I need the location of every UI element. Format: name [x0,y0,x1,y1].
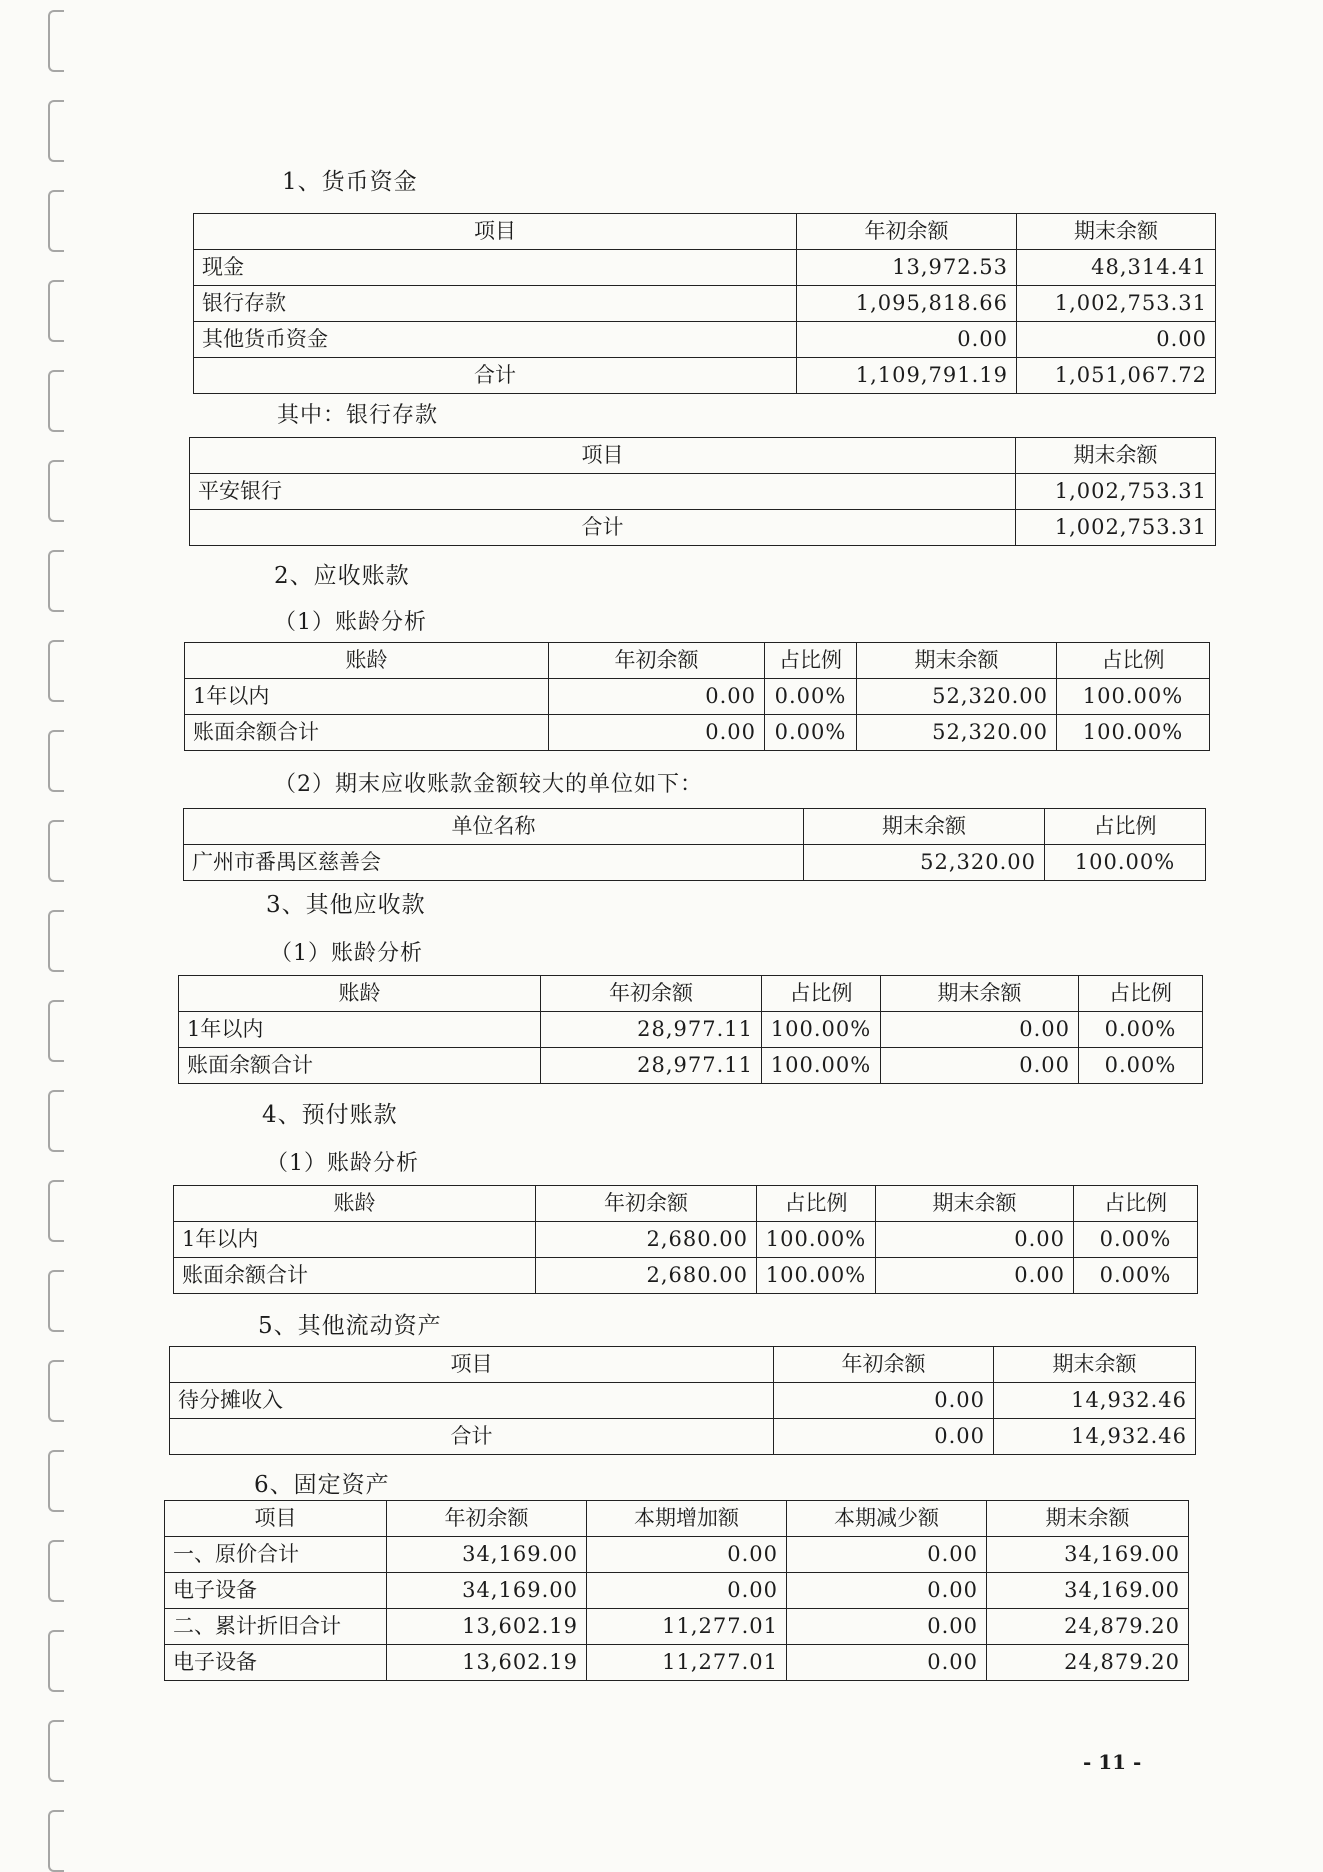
value-cell: 52,320.00 [804,845,1045,881]
subsection-title-aging: （1）账龄分析 [266,1151,419,1176]
item-cell: 1年以内 [179,1012,541,1048]
section-title-cash: 1、货币资金 [282,169,418,195]
header-cell: 账龄 [179,976,541,1012]
value-cell: 2,680.00 [536,1258,757,1294]
table-header-row [179,976,1203,1012]
item-cell: 一、原价合计 [165,1537,387,1573]
value-cell: 0.00 [787,1645,987,1681]
binder-hole [48,10,64,72]
ratio-cell: 100.00% [1057,679,1210,715]
table-header-row [185,643,1210,679]
ratio-cell: 100.00% [762,1048,881,1084]
binder-hole [48,280,64,342]
section-title-fixed-assets: 6、固定资产 [254,1472,390,1498]
value-cell: 1,109,791.19 [797,358,1017,394]
value-cell: 1,002,753.31 [1016,474,1216,510]
binder-hole [48,1090,64,1152]
header-cell: 账龄 [174,1186,536,1222]
header-cell: 占比例 [762,976,881,1012]
header-cell: 年初余额 [774,1347,994,1383]
ratio-cell: 100.00% [1057,715,1210,751]
binder-hole [48,1630,64,1692]
ratio-cell: 0.00% [1079,1012,1203,1048]
table-row [165,1645,1189,1681]
major-debtors-table [183,808,1206,881]
header-cell: 占比例 [757,1186,876,1222]
binder-hole [48,1810,64,1872]
section-title-other-current-assets: 5、其他流动资产 [258,1313,442,1339]
value-cell: 24,879.20 [987,1645,1189,1681]
value-cell: 0.00 [549,715,765,751]
table-total-row [170,1419,1196,1455]
table-row [165,1609,1189,1645]
binder-hole [48,1270,64,1332]
item-cell: 其他货币资金 [194,322,797,358]
header-cell: 年初余额 [797,214,1017,250]
value-cell: 0.00 [881,1012,1079,1048]
binder-hole [48,190,64,252]
binder-hole [48,730,64,792]
ratio-cell: 100.00% [1045,845,1206,881]
item-cell: 1年以内 [185,679,549,715]
item-cell: 待分摊收入 [170,1383,774,1419]
header-cell: 项目 [194,214,797,250]
binder-hole [48,1000,64,1062]
table-row [184,845,1206,881]
value-cell: 34,169.00 [387,1573,587,1609]
header-cell: 年初余额 [536,1186,757,1222]
table-row [185,679,1210,715]
header-cell: 账龄 [185,643,549,679]
item-cell: 广州市番禺区慈善会 [184,845,804,881]
value-cell: 13,602.19 [387,1645,587,1681]
value-cell: 0.00 [876,1258,1074,1294]
total-label-cell: 合计 [194,358,797,394]
header-cell: 占比例 [1045,809,1206,845]
table-header-row [184,809,1206,845]
subsection-title-aging: （1）账龄分析 [274,610,427,635]
binder-hole [48,640,64,702]
total-label-cell: 合计 [190,510,1016,546]
header-cell: 占比例 [765,643,857,679]
table-header-row [190,438,1216,474]
section-title-other-receivables: 3、其他应收款 [266,892,426,918]
section-title-prepayments: 4、预付账款 [262,1102,398,1128]
ratio-cell: 0.00% [765,679,857,715]
item-cell: 电子设备 [165,1645,387,1681]
table-header-row [174,1186,1198,1222]
header-cell: 项目 [190,438,1016,474]
table-total-row [190,510,1216,546]
value-cell: 24,879.20 [987,1609,1189,1645]
value-cell: 13,602.19 [387,1609,587,1645]
cash-table [193,213,1216,394]
ratio-cell: 100.00% [762,1012,881,1048]
item-cell: 现金 [194,250,797,286]
table-header-row [194,214,1216,250]
value-cell: 1,051,067.72 [1017,358,1216,394]
value-cell: 1,002,753.31 [1016,510,1216,546]
value-cell: 28,977.11 [541,1012,762,1048]
header-cell: 期末余额 [987,1501,1189,1537]
header-cell: 本期增加额 [587,1501,787,1537]
receivables-aging-table [184,642,1210,751]
header-cell: 年初余额 [387,1501,587,1537]
value-cell: 52,320.00 [857,715,1057,751]
subsection-title-major-debtors: （2）期末应收账款金额较大的单位如下： [274,772,703,797]
item-cell: 平安银行 [190,474,1016,510]
table-row [179,1048,1203,1084]
ratio-cell: 100.00% [757,1258,876,1294]
subsection-title-aging: （1）账龄分析 [270,941,423,966]
item-cell: 账面余额合计 [179,1048,541,1084]
other-receivables-aging-table [178,975,1203,1084]
section-title-receivables: 2、应收账款 [274,563,410,589]
total-label-cell: 合计 [170,1419,774,1455]
value-cell: 34,169.00 [987,1537,1189,1573]
binder-hole [48,1180,64,1242]
value-cell: 14,932.46 [994,1383,1196,1419]
value-cell: 0.00 [549,679,765,715]
table-row [174,1222,1198,1258]
binder-hole [48,1540,64,1602]
table-row [165,1537,1189,1573]
table-row [185,715,1210,751]
binder-hole [48,1360,64,1422]
binder-holes [0,0,90,1871]
header-cell: 期末余额 [876,1186,1074,1222]
header-cell: 期末余额 [1017,214,1216,250]
header-cell: 期末余额 [1016,438,1216,474]
value-cell: 0.00 [787,1573,987,1609]
item-cell: 账面余额合计 [185,715,549,751]
value-cell: 0.00 [1017,322,1216,358]
value-cell: 1,095,818.66 [797,286,1017,322]
table-header-row [165,1501,1189,1537]
ratio-cell: 0.00% [1074,1222,1198,1258]
header-cell: 占比例 [1074,1186,1198,1222]
value-cell: 52,320.00 [857,679,1057,715]
table-row [194,286,1216,322]
value-cell: 0.00 [881,1048,1079,1084]
value-cell: 34,169.00 [387,1537,587,1573]
item-cell: 账面余额合计 [174,1258,536,1294]
value-cell: 11,277.01 [587,1645,787,1681]
prepayments-aging-table [173,1185,1198,1294]
header-cell: 本期减少额 [787,1501,987,1537]
value-cell: 34,169.00 [987,1573,1189,1609]
item-cell: 1年以内 [174,1222,536,1258]
binder-hole [48,1720,64,1782]
page-number: - 11 - [1083,1750,1142,1774]
fixed-assets-table [164,1500,1189,1681]
value-cell: 0.00 [587,1537,787,1573]
binder-hole [48,460,64,522]
table-row [194,250,1216,286]
value-cell: 0.00 [587,1573,787,1609]
value-cell: 0.00 [876,1222,1074,1258]
table-row [190,474,1216,510]
value-cell: 13,972.53 [797,250,1017,286]
value-cell: 2,680.00 [536,1222,757,1258]
table-row [165,1573,1189,1609]
value-cell: 0.00 [774,1383,994,1419]
header-cell: 年初余额 [541,976,762,1012]
table-total-row [194,358,1216,394]
value-cell: 1,002,753.31 [1017,286,1216,322]
binder-hole [48,370,64,432]
item-cell: 二、累计折旧合计 [165,1609,387,1645]
binder-hole [48,910,64,972]
table-row [170,1383,1196,1419]
header-cell: 项目 [165,1501,387,1537]
binder-hole [48,100,64,162]
table-row [179,1012,1203,1048]
item-cell: 电子设备 [165,1573,387,1609]
header-cell: 占比例 [1079,976,1203,1012]
header-cell: 单位名称 [184,809,804,845]
other-current-assets-table [169,1346,1196,1455]
header-cell: 期末余额 [857,643,1057,679]
table-row [174,1258,1198,1294]
header-cell: 期末余额 [994,1347,1196,1383]
value-cell: 0.00 [774,1419,994,1455]
value-cell: 0.00 [787,1609,987,1645]
header-cell: 期末余额 [881,976,1079,1012]
binder-hole [48,550,64,612]
binder-hole [48,820,64,882]
value-cell: 48,314.41 [1017,250,1216,286]
bank-deposit-table [189,437,1216,546]
ratio-cell: 0.00% [1079,1048,1203,1084]
ratio-cell: 0.00% [1074,1258,1198,1294]
header-cell: 项目 [170,1347,774,1383]
value-cell: 14,932.46 [994,1419,1196,1455]
ratio-cell: 100.00% [757,1222,876,1258]
ratio-cell: 0.00% [765,715,857,751]
header-cell: 占比例 [1057,643,1210,679]
value-cell: 0.00 [787,1537,987,1573]
value-cell: 28,977.11 [541,1048,762,1084]
header-cell: 期末余额 [804,809,1045,845]
table-row [194,322,1216,358]
binder-hole [48,1450,64,1512]
subsection-title-bank-deposit: 其中：银行存款 [277,403,439,428]
header-cell: 年初余额 [549,643,765,679]
item-cell: 银行存款 [194,286,797,322]
value-cell: 11,277.01 [587,1609,787,1645]
value-cell: 0.00 [797,322,1017,358]
table-header-row [170,1347,1196,1383]
